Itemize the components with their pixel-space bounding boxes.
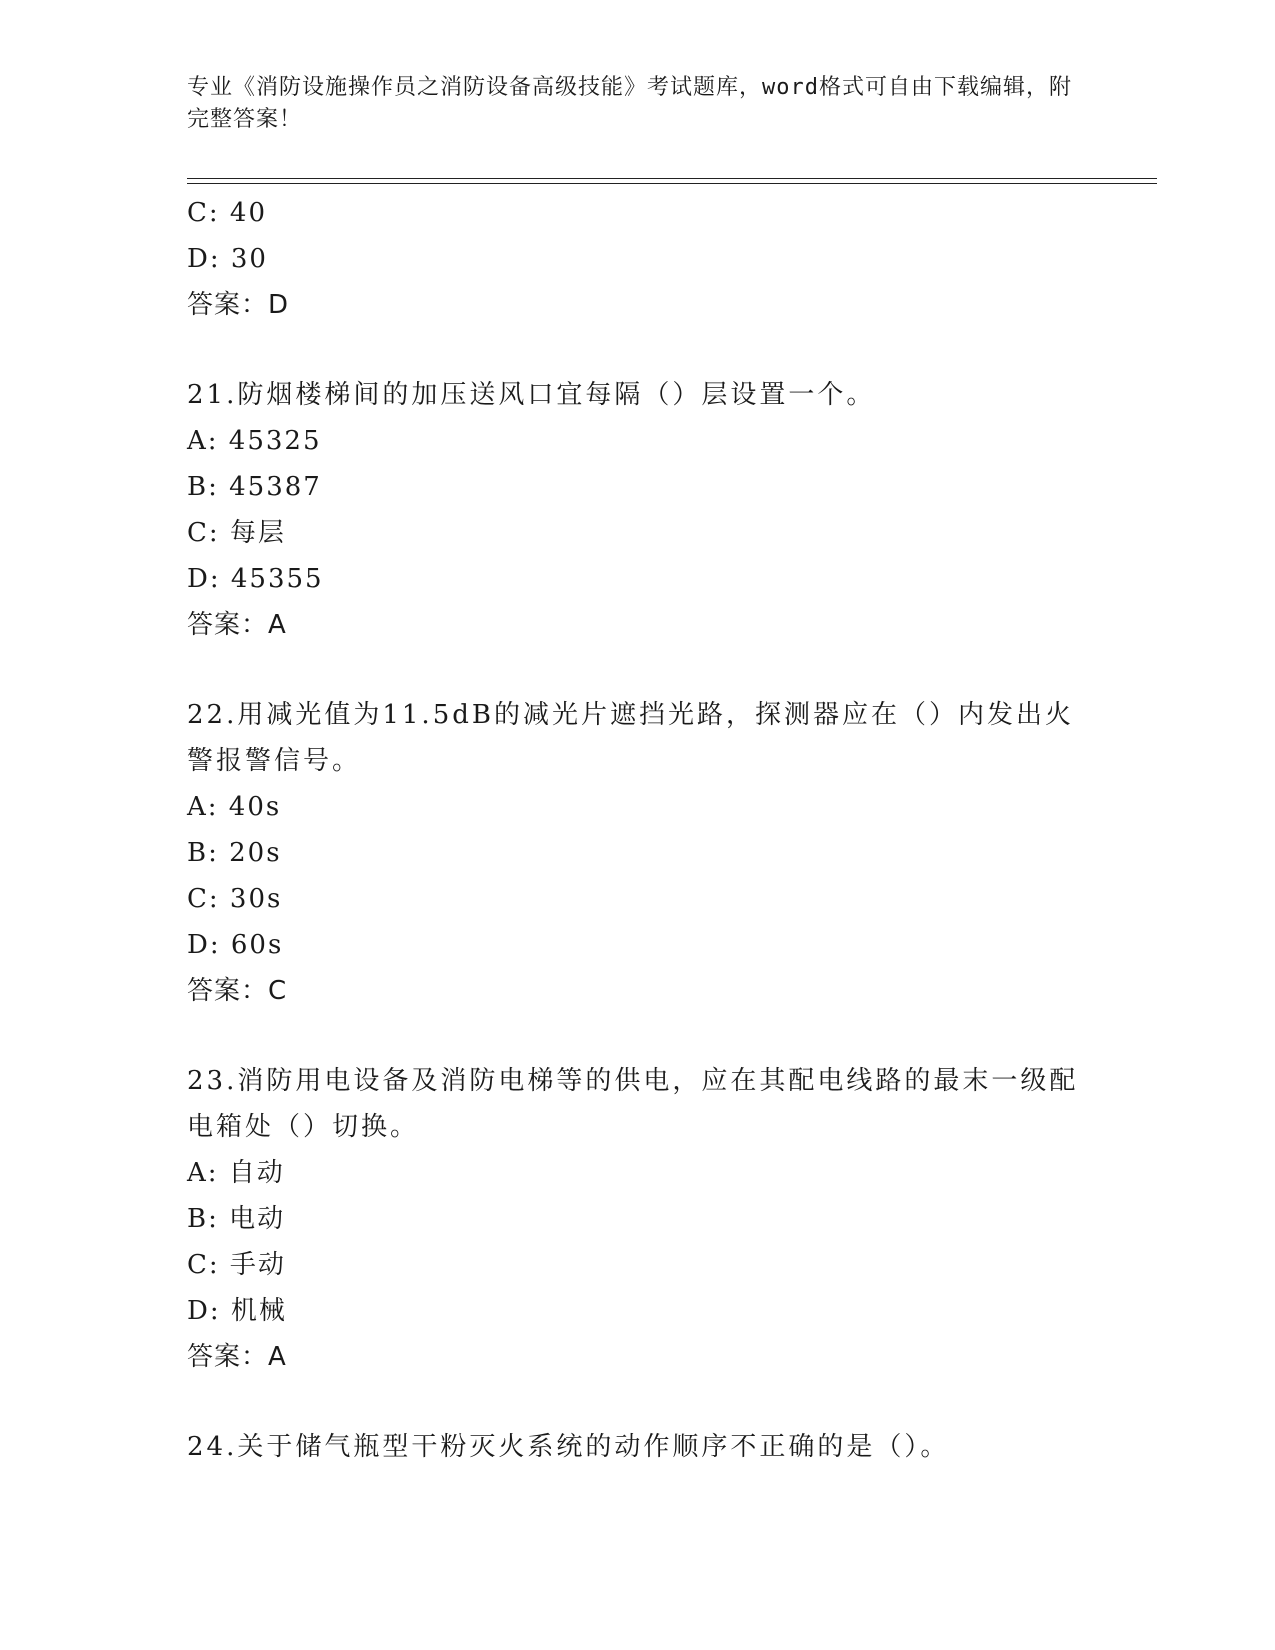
option-c: C: 手动 [187,1250,286,1280]
document-page [187,0,1157,1650]
option-c: C: 30s [187,884,283,914]
header-divider [187,178,1157,184]
option-b: B: 20s [187,838,282,868]
question-stem: 22.用减光值为11.5dB的减光片遮挡光路，探测器应在（）内发出火警报警信号。 [187,700,1074,776]
answer-line: 答案：C [187,976,288,1006]
option-a: A: 自动 [187,1158,285,1188]
option-b: B: 45387 [187,472,322,502]
document-header: 专业《消防设施操作员之消防设备高级技能》考试题库，word格式可自由下载编辑，附完整答案！ [187,75,1072,132]
answer-line: 答案：D [187,290,290,320]
option-c: C: 40 [187,198,268,228]
option-a: A: 40s [187,792,282,822]
answer-line: 答案：A [187,1342,287,1372]
question-stem: 23.消防用电设备及消防电梯等的供电，应在其配电线路的最末一级配电箱处（）切换。 [187,1066,1079,1142]
document-body [187,190,1087,1470]
option-d: D: 机械 [187,1296,287,1326]
option-d: D: 30 [187,244,268,274]
option-d: D: 60s [187,930,284,960]
answer-line: 答案：A [187,610,287,640]
option-c: C: 每层 [187,518,286,548]
question-stem: 21.防烟楼梯间的加压送风口宜每隔（）层设置一个。 [187,380,876,410]
option-d: D: 45355 [187,564,324,594]
option-b: B: 电动 [187,1204,286,1234]
question-stem: 24.关于储气瓶型干粉灭火系统的动作顺序不正确的是（）。 [187,1432,950,1462]
option-a: A: 45325 [187,426,322,456]
